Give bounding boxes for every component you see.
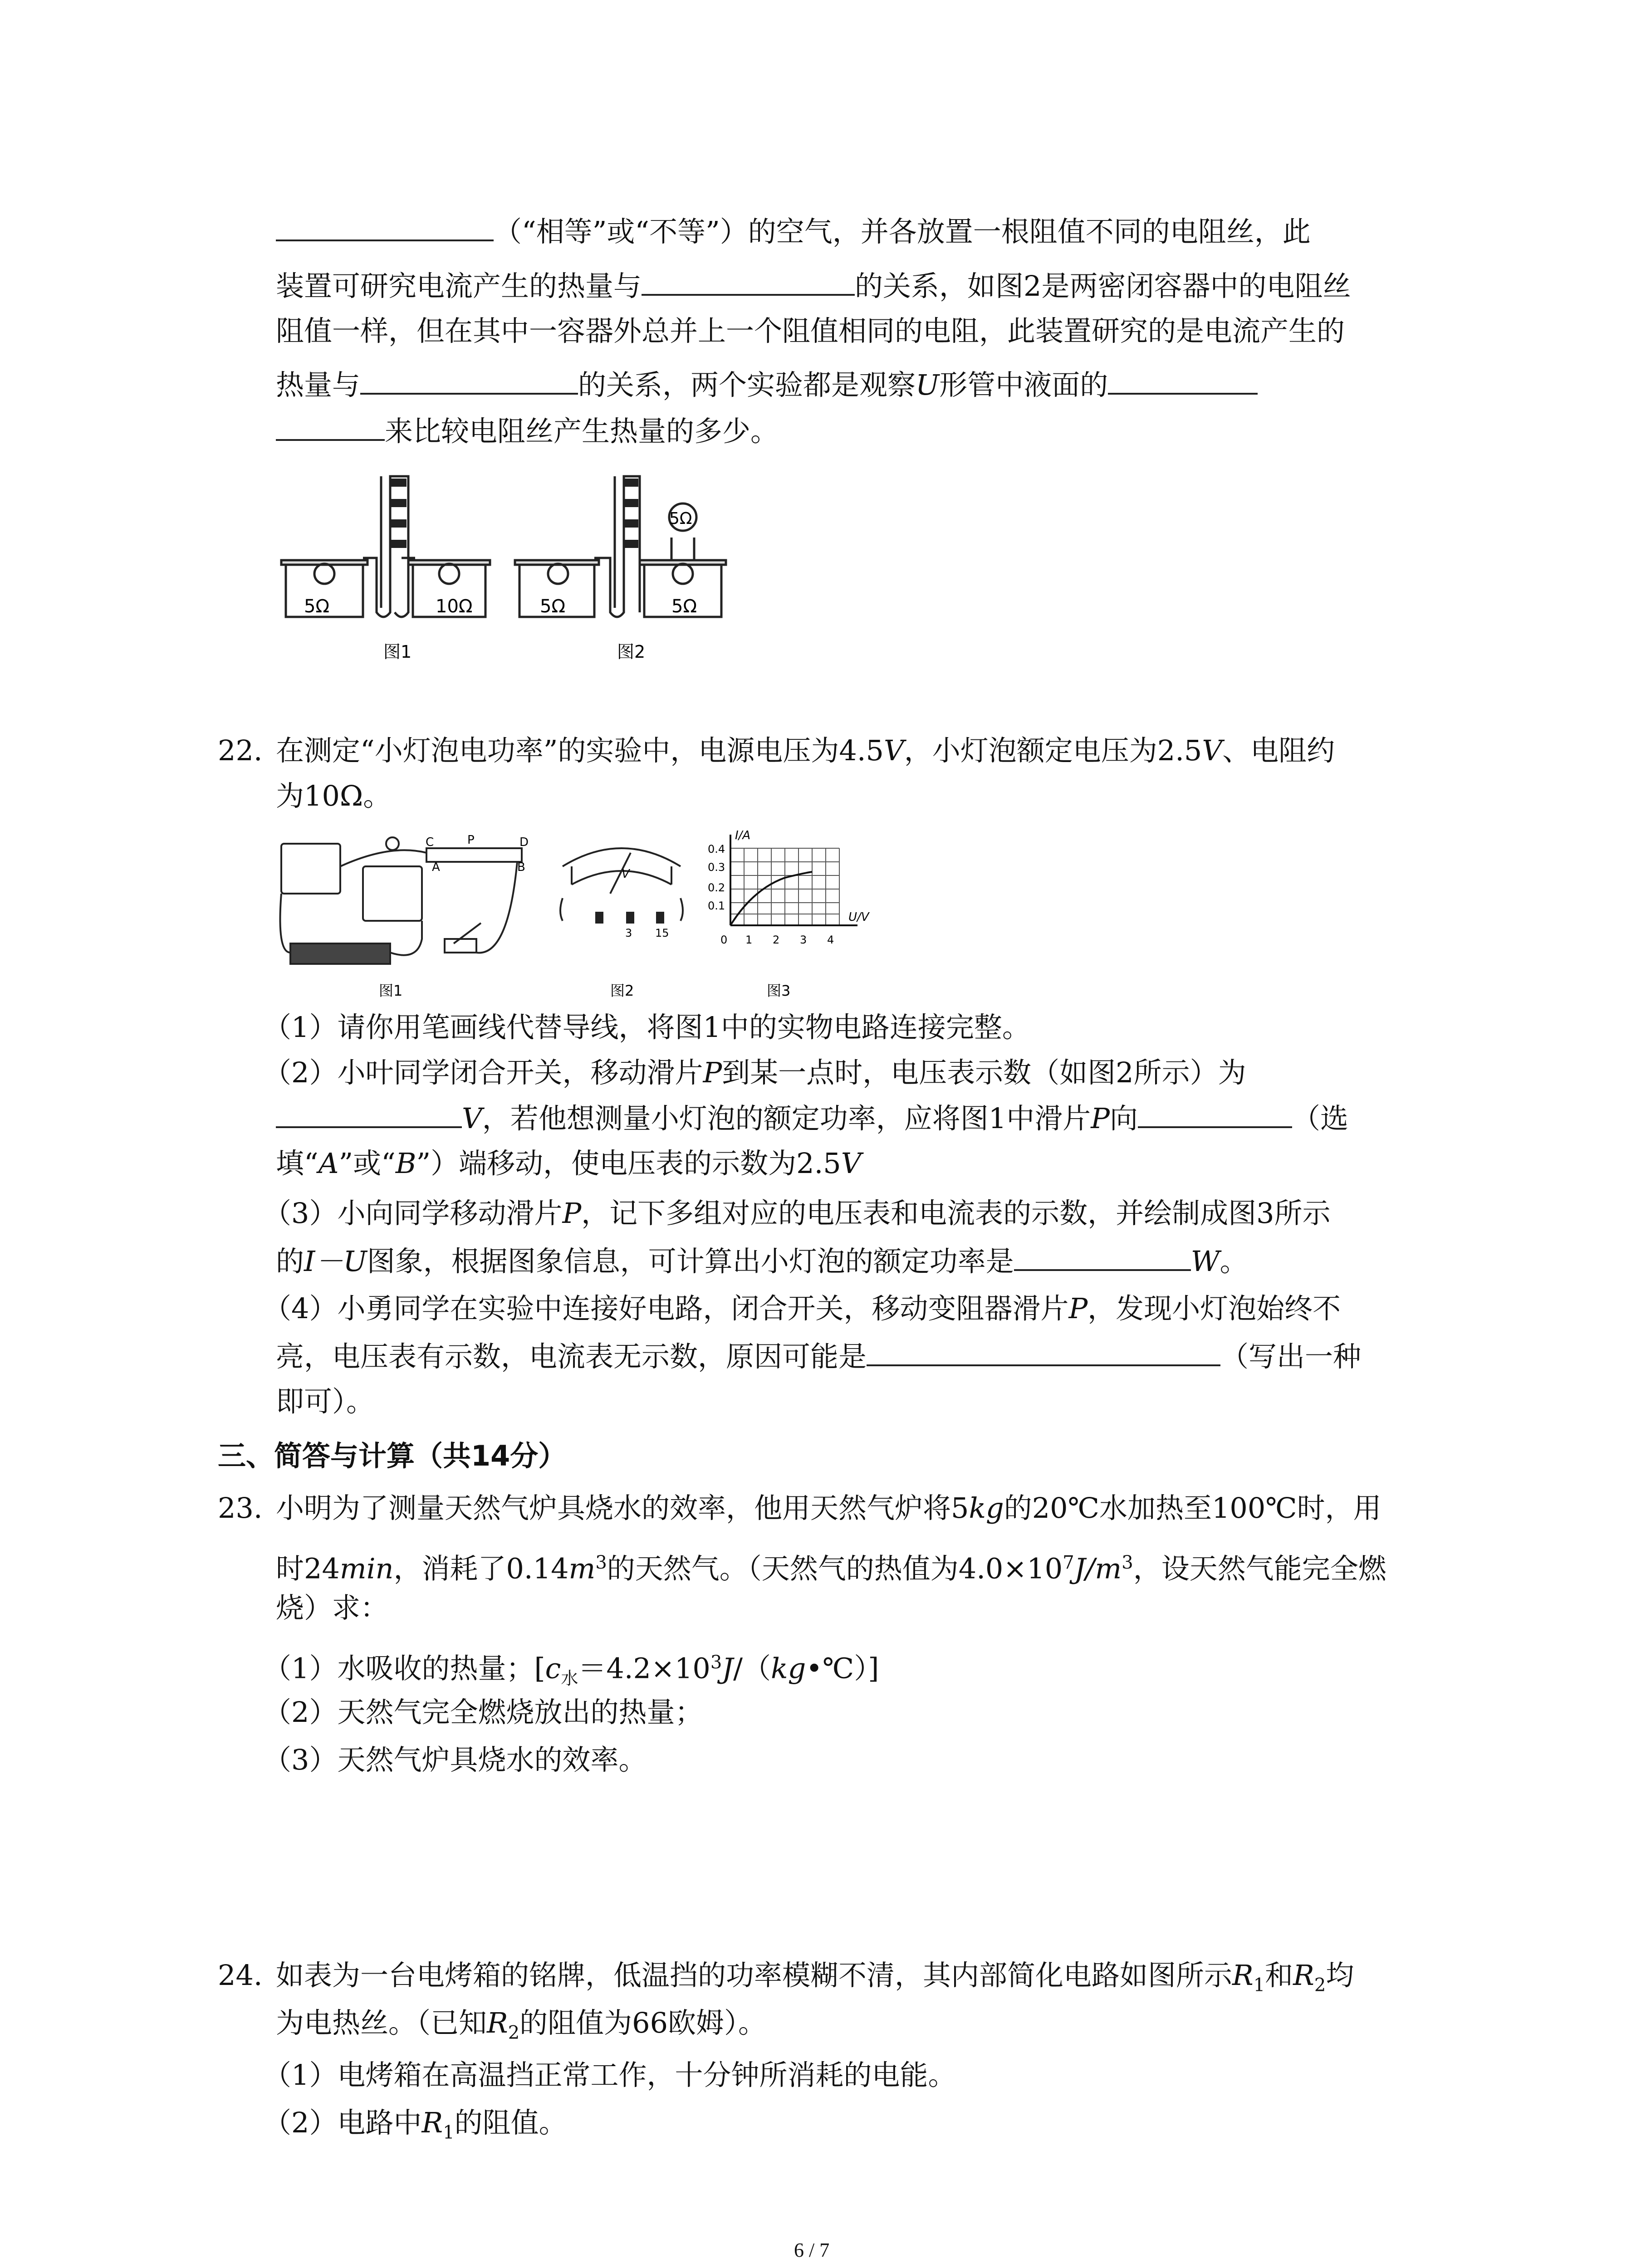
q22-sub-2-a: （2）小叶同学闭合开关，移动滑片P到某一点时，电压表示数（如图2所示）为 [263, 1056, 1246, 1089]
q23-line-1: 23. 小明为了测量天然气炉具烧水的效率，他用天然气炉将5kg的20℃水加热至100℃时，用 [218, 1490, 1381, 1526]
answer-blank[interactable] [1138, 1100, 1292, 1128]
q24-line-1: 24. 如表为一台电烤箱的铭牌，低温挡的功率模糊不清，其内部简化电路如图所示$R_1$和$R_2$均 [218, 1957, 1354, 2003]
q21-fig1-r-left: 5Ω [304, 596, 330, 617]
q22-fig3-graph [730, 835, 857, 925]
q23-line-3: 烧）求： [276, 1591, 389, 1624]
q22-sub-2-c: 填“A”或“B”）端移动，使电压表的示数为2.5V [276, 1147, 862, 1180]
q22-fig2-terminal-3: 3 [625, 927, 632, 939]
q22-fig2-unit: V [622, 867, 630, 881]
q21-fig1-r-right: 10Ω [436, 596, 473, 617]
q22-fig3-ytick: 0.2 [708, 881, 725, 894]
question-number: 23. [218, 1491, 263, 1525]
q22-fig1-label-p: P [467, 833, 475, 847]
answer-blank[interactable] [1108, 367, 1258, 395]
q22-line-1: 22. 在测定“小灯泡电功率”的实验中，电源电压为4.5V，小灯泡额定电压为2.5V、电阻约 [218, 733, 1335, 769]
q24-sub-1: （1）电烤箱在高温挡正常工作，十分钟所消耗的电能。 [263, 2058, 956, 2092]
q22-fig3-ytick: 0.1 [708, 899, 725, 912]
q22-fig2-caption: 图2 [610, 982, 634, 999]
q21-line-1: （“相等”或“不等”）的空气，并各放置一根阻值不同的电阻丝，此 [276, 213, 1311, 250]
q22-sub-4-a: （4）小勇同学在实验中连接好电路，闭合开关，移动变阻器滑片P，发现小灯泡始终不 [263, 1292, 1341, 1325]
answer-blank[interactable] [1014, 1243, 1191, 1271]
q22-figures [272, 826, 889, 1007]
q22-fig3-ylabel: I/A [735, 829, 751, 842]
q21-line-2: 装置可研究电流产生的热量与 的关系，如图2是两密闭容器中的电阻丝 [276, 268, 1351, 304]
question-number: 22. [218, 734, 263, 767]
q21-fig1-caption: 图1 [383, 642, 412, 662]
q21-fig2-r-left: 5Ω [540, 596, 566, 617]
answer-blank[interactable] [360, 367, 578, 395]
page-number: 6 / 7 [794, 2239, 830, 2261]
answer-blank[interactable] [642, 268, 855, 296]
q22-sub-1: （1）请你用笔画线代替导线，将图1中的实物电路连接完整。 [263, 1011, 1030, 1044]
q24-line-2: 为电热丝。（已知$R_2$的阻值为66欧姆）。 [276, 2006, 767, 2043]
q22-fig2-terminal-15: 15 [655, 927, 669, 939]
q22-fig1-label-b: B [517, 860, 525, 874]
q22-fig1-label-c: C [426, 836, 434, 849]
q22-sub-4-c: 即可）。 [276, 1385, 375, 1418]
q23-sub-1: （1）水吸收的热量；$[c_水=4.2\times 10^3J/(kg•℃)]$ [263, 1652, 879, 1689]
q23-sub-3: （3）天然气炉具烧水的效率。 [263, 1743, 647, 1776]
answer-blank[interactable] [276, 213, 494, 241]
q22-fig3-ytick: 0.3 [708, 861, 725, 874]
q24-sub-2: （2）电路中$R_1$的阻值。 [263, 2106, 567, 2143]
q22-sub-3-a: （3）小向同学移动滑片P，记下多组对应的电压表和电流表的示数，并绘制成图3所示 [263, 1197, 1331, 1230]
q22-fig3-xlabel: U/V [848, 910, 869, 924]
q21-line-3: 阻值一样，但在其中一容器外总并上一个阻值相同的电阻，此装置研究的是电流产生的 [276, 314, 1345, 347]
q22-fig3-xtick: 4 [827, 934, 834, 946]
q22-fig3-xtick: 3 [800, 934, 807, 946]
q21-fig2-r-right: 5Ω [671, 596, 697, 617]
q22-fig1-caption: 图1 [379, 982, 403, 999]
question-number: 24. [218, 1959, 263, 1992]
q22-fig1-label-a: A [432, 860, 440, 874]
answer-blank[interactable] [867, 1338, 1220, 1366]
q22-fig1-label-d: D [519, 836, 529, 849]
q23-sub-2: （2）天然气完全燃烧放出的热量； [263, 1696, 703, 1729]
answer-blank[interactable] [276, 413, 385, 441]
q22-line-2: 为10Ω。 [276, 779, 392, 812]
q22-fig3-ytick: 0.4 [708, 843, 725, 855]
q21-figure [272, 458, 735, 671]
q21-line-4: 热量与 的关系，两个实验都是观察U形管中液面的 [276, 367, 1258, 403]
q22-fig3-caption: 图3 [767, 982, 791, 999]
section-heading: 三、简答与计算（共14分） [218, 1439, 567, 1472]
q23-line-2: 时24min，消耗了$0.14m^3$的天然气。（天然气的热值为$4.0\times 10^7J/m^3$，设天然气能完全燃 [276, 1552, 1386, 1585]
q22-sub-3-b: 的I－U图象，根据图象信息，可计算出小灯泡的额定功率是 W。 [276, 1243, 1248, 1280]
q21-line-5: 来比较电阻丝产生热量的多少。 [276, 413, 779, 450]
answer-blank[interactable] [276, 1100, 462, 1128]
q21-fig2-r-top: 5Ω [669, 509, 692, 528]
q22-sub-2-b: V，若他想测量小灯泡的额定功率，应将图1中滑片P向 （选 [276, 1100, 1348, 1137]
q21-fig2-caption: 图2 [617, 642, 646, 662]
q22-fig3-xtick: 2 [773, 934, 780, 946]
q22-sub-4-b: 亮，电压表有示数，电流表无示数，原因可能是 （写出一种 [276, 1338, 1361, 1375]
q22-fig3-xtick: 1 [745, 934, 753, 946]
q22-fig3-xtick: 0 [720, 934, 728, 946]
